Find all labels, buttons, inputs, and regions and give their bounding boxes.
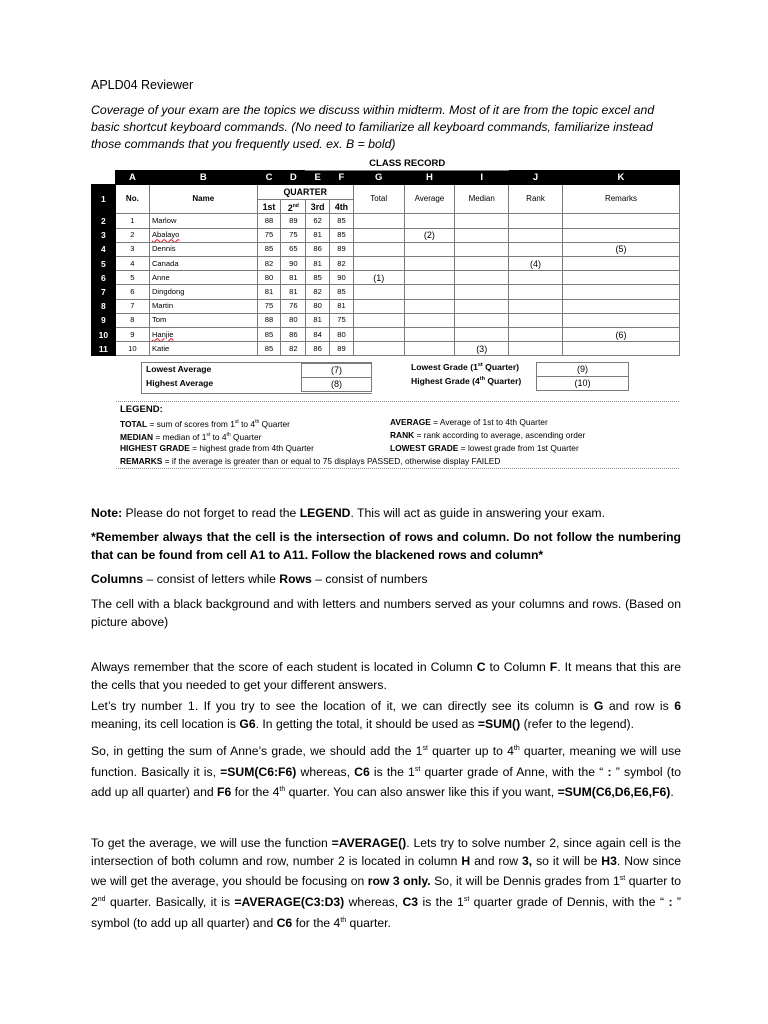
cell-remarks bbox=[562, 257, 679, 271]
legend-highest-grade: HIGHEST GRADE = highest grade from 4th Quarter bbox=[120, 443, 314, 453]
cell-rank bbox=[509, 271, 563, 285]
cell-median bbox=[455, 313, 509, 327]
row-number: 2 bbox=[92, 214, 116, 228]
cell-q3: 86 bbox=[306, 342, 330, 356]
cell-q3: 80 bbox=[306, 299, 330, 313]
cell-q2: 86 bbox=[281, 327, 306, 341]
cell-q3: 81 bbox=[306, 257, 330, 271]
cell-rank bbox=[509, 313, 563, 327]
cell-remarks bbox=[562, 313, 679, 327]
column-header-j: J bbox=[509, 171, 563, 185]
cell-name-text: Abalayo bbox=[151, 230, 180, 240]
header-total: Total bbox=[353, 185, 404, 214]
cell-average bbox=[404, 242, 455, 256]
highest-average-mark: (8) bbox=[301, 377, 372, 392]
column-header-c: C bbox=[257, 171, 281, 185]
cell-q4: 90 bbox=[330, 271, 354, 285]
highest-grade-mark: (10) bbox=[536, 376, 629, 391]
cell-remarks: (5) bbox=[562, 242, 679, 256]
header-quarter: QUARTER bbox=[257, 185, 353, 199]
cell-q1: 85 bbox=[257, 342, 281, 356]
cell-average bbox=[404, 299, 455, 313]
cell-name: Anne bbox=[149, 271, 257, 285]
cell-name bbox=[149, 228, 257, 242]
cell-q2: 80 bbox=[281, 313, 306, 327]
table-row bbox=[92, 271, 680, 285]
header-q4: 4th bbox=[330, 199, 354, 214]
cell-q2: 65 bbox=[281, 242, 306, 256]
table-row bbox=[92, 257, 680, 271]
cell-q4: 85 bbox=[330, 228, 354, 242]
cell-remarks bbox=[562, 342, 679, 356]
cell-remarks bbox=[562, 214, 679, 228]
cell-q2: 82 bbox=[281, 342, 306, 356]
cell-rank bbox=[509, 242, 563, 256]
cell-rank bbox=[509, 327, 563, 341]
cell-q3: 86 bbox=[306, 242, 330, 256]
cell-total bbox=[353, 327, 404, 341]
row-number: 7 bbox=[92, 285, 116, 299]
cell-q4: 89 bbox=[330, 242, 354, 256]
lowest-average-mark: (7) bbox=[301, 363, 372, 378]
cell-q2: 89 bbox=[281, 214, 306, 228]
cell-average bbox=[404, 313, 455, 327]
cell-name: Marlow bbox=[149, 214, 257, 228]
cell-total bbox=[353, 313, 404, 327]
legend-lowest-grade: LOWEST GRADE = lowest grade from 1st Quarter bbox=[390, 443, 579, 453]
average-paragraph: To get the average, we will use the function =AVERAGE(). Lets try to solve number 2, since again cell is the intersection of both column and row, number 2 is located in column H and row 3, so it will be H3. Now since we will get the average, you should be focusing on row 3 only. So, it will be Dennis grades from 1st quarter to 2nd quarter. Basically, it is =AVERAGE(C3:D3) whereas, C3 is the 1st quarter grade of Dennis, with the “ : ” symbol (to add up all quarter) and C6 for the 4th quarter. bbox=[91, 836, 681, 930]
cell-q1: 82 bbox=[257, 257, 281, 271]
cell-rank bbox=[509, 299, 563, 313]
column-header-g: G bbox=[353, 171, 404, 185]
cell-rank: (4) bbox=[509, 257, 563, 271]
cell-q3: 84 bbox=[306, 327, 330, 341]
cell-total bbox=[353, 214, 404, 228]
cell-average bbox=[404, 285, 455, 299]
cell-no: 8 bbox=[115, 313, 149, 327]
cell-median: (3) bbox=[455, 342, 509, 356]
cell-q1: 85 bbox=[257, 327, 281, 341]
cell-q4: 80 bbox=[330, 327, 354, 341]
cell-name-text: Hanjie bbox=[151, 329, 174, 339]
cell-median bbox=[455, 271, 509, 285]
try-number-1-paragraph: Let’s try number 1. If you try to see the location of it, we can directly see its column is G and row is 6 meaning, its cell location is G6. In getting the total, it should be used as =SUM() (refer to the legend). bbox=[91, 699, 681, 731]
cell-total bbox=[353, 285, 404, 299]
cell-q1: 75 bbox=[257, 228, 281, 242]
cell-median bbox=[455, 228, 509, 242]
column-header-f: F bbox=[330, 171, 354, 185]
table-row bbox=[92, 313, 680, 327]
legend-average: AVERAGE = Average of 1st to 4th Quarter bbox=[390, 417, 548, 427]
column-header-b: B bbox=[149, 171, 257, 185]
class-record-table bbox=[91, 157, 680, 356]
cell-q4: 82 bbox=[330, 257, 354, 271]
cell-no: 5 bbox=[115, 271, 149, 285]
header-median: Median bbox=[455, 185, 509, 214]
cell-name: Dennis bbox=[149, 242, 257, 256]
cell-remarks bbox=[562, 271, 679, 285]
cell-background-paragraph: The cell with a black background and with letters and numbers served as your columns and rows. (Based on picture above) bbox=[91, 597, 681, 629]
column-header-a: A bbox=[115, 171, 149, 185]
row-number: 6 bbox=[92, 271, 116, 285]
table-row bbox=[92, 228, 680, 242]
cell-q3: 81 bbox=[306, 313, 330, 327]
cell-q2: 81 bbox=[281, 271, 306, 285]
lowest-grade-mark: (9) bbox=[536, 362, 629, 377]
note-paragraph: Note: Please do not forget to read the LEGEND. This will act as guide in answering your exam. bbox=[91, 506, 605, 520]
cell-q1: 81 bbox=[257, 285, 281, 299]
sum-paragraph: So, in getting the sum of Anne’s grade, we should add the 1st quarter up to 4th quarter, meaning we will use function. Basically it is, =SUM(C6:F6) whereas, C6 is the 1st quarter grade of Anne, with the “ : ” symbol (to add up all quarter) and F6 for the 4th quarter. You can also answer like this if you want, =SUM(C6,D6,E6,F6). bbox=[91, 744, 681, 800]
cell-q4: 81 bbox=[330, 299, 354, 313]
cell-total bbox=[353, 257, 404, 271]
cell-no: 1 bbox=[115, 214, 149, 228]
column-header-h: H bbox=[404, 171, 455, 185]
cell-q2: 81 bbox=[281, 285, 306, 299]
cell-no: 2 bbox=[115, 228, 149, 242]
cell-q4: 85 bbox=[330, 214, 354, 228]
cell-average bbox=[404, 271, 455, 285]
cell-median bbox=[455, 299, 509, 313]
header-rank: Rank bbox=[509, 185, 563, 214]
cell-remarks bbox=[562, 228, 679, 242]
legend-median: MEDIAN = median of 1st to 4th Quarter bbox=[120, 431, 262, 442]
table-row bbox=[92, 327, 680, 341]
cell-q3: 82 bbox=[306, 285, 330, 299]
cell-name: Katie bbox=[149, 342, 257, 356]
summary-left-box bbox=[141, 362, 372, 394]
header-row-1 bbox=[92, 185, 680, 199]
table-row bbox=[92, 285, 680, 299]
legend-remarks: REMARKS = if the average is greater than or equal to 75 displays PASSED, otherwise display FAILED bbox=[120, 456, 501, 466]
cell-name bbox=[149, 327, 257, 341]
cell-total bbox=[353, 242, 404, 256]
header-q1: 1st bbox=[257, 199, 281, 214]
cell-average bbox=[404, 257, 455, 271]
table-row bbox=[92, 214, 680, 228]
cell-no: 3 bbox=[115, 242, 149, 256]
cell-q2: 90 bbox=[281, 257, 306, 271]
cell-average bbox=[404, 214, 455, 228]
cell-average bbox=[404, 327, 455, 341]
score-location-paragraph: Always remember that the score of each student is located in Column C to Column F. It means that this are the cells that you needed to get your different answers. bbox=[91, 660, 682, 692]
cell-median bbox=[455, 327, 509, 341]
cell-remarks: (6) bbox=[562, 327, 679, 341]
legend-total: TOTAL = sum of scores from 1st to 4th Quarter bbox=[120, 418, 290, 429]
cell-name: Tom bbox=[149, 313, 257, 327]
cell-average: (2) bbox=[404, 228, 455, 242]
column-header-d: D bbox=[281, 171, 306, 185]
cell-name: Martin bbox=[149, 299, 257, 313]
cell-q4: 75 bbox=[330, 313, 354, 327]
column-header-k: K bbox=[562, 171, 679, 185]
column-letter-row bbox=[92, 171, 680, 185]
row-number: 8 bbox=[92, 299, 116, 313]
cell-q2: 75 bbox=[281, 228, 306, 242]
row-number: 11 bbox=[92, 342, 116, 356]
columns-rows-line: Columns – consist of letters while Rows – consist of numbers bbox=[91, 572, 428, 586]
header-no: No. bbox=[115, 185, 149, 214]
cell-name: Canada bbox=[149, 257, 257, 271]
cell-q3: 85 bbox=[306, 271, 330, 285]
document-title: APLD04 Reviewer bbox=[91, 78, 194, 92]
table-row bbox=[92, 342, 680, 356]
header-q2: 2nd bbox=[281, 199, 306, 214]
row-number: 10 bbox=[92, 327, 116, 341]
header-remarks: Remarks bbox=[562, 185, 679, 214]
cell-median bbox=[455, 214, 509, 228]
cell-median bbox=[455, 257, 509, 271]
row-number: 5 bbox=[92, 257, 116, 271]
cell-q3: 81 bbox=[306, 228, 330, 242]
highest-average-label: Highest Average bbox=[146, 378, 214, 388]
header-name: Name bbox=[149, 185, 257, 214]
cell-remarks bbox=[562, 299, 679, 313]
row-number: 1 bbox=[92, 185, 116, 214]
cell-q1: 88 bbox=[257, 214, 281, 228]
class-record-title: CLASS RECORD bbox=[306, 157, 509, 171]
cell-q1: 85 bbox=[257, 242, 281, 256]
intro-paragraph: Coverage of your exam are the topics we discuss within midterm. Most of it are from the topic excel and basic shortcut keyboard commands. (No need to familiarize all keyboard commands, familiarize instead those commands that you frequently used. ex. B = bold) bbox=[91, 103, 655, 151]
cell-name: Dingdong bbox=[149, 285, 257, 299]
cell-rank bbox=[509, 342, 563, 356]
cell-remarks bbox=[562, 285, 679, 299]
legend-title: LEGEND: bbox=[120, 404, 163, 415]
cell-q1: 80 bbox=[257, 271, 281, 285]
table-row bbox=[92, 242, 680, 256]
cell-average bbox=[404, 342, 455, 356]
cell-no: 9 bbox=[115, 327, 149, 341]
cell-q2: 76 bbox=[281, 299, 306, 313]
cell-no: 10 bbox=[115, 342, 149, 356]
header-q3: 3rd bbox=[306, 199, 330, 214]
cell-q4: 85 bbox=[330, 285, 354, 299]
cell-q3: 62 bbox=[306, 214, 330, 228]
class-record-spreadsheet bbox=[91, 157, 680, 468]
cell-median bbox=[455, 242, 509, 256]
cell-total: (1) bbox=[353, 271, 404, 285]
student-rows bbox=[92, 214, 680, 356]
cell-q1: 75 bbox=[257, 299, 281, 313]
cell-total bbox=[353, 299, 404, 313]
lowest-grade-label: Lowest Grade (1st Quarter) bbox=[411, 362, 520, 372]
cell-total bbox=[353, 342, 404, 356]
cell-q4: 89 bbox=[330, 342, 354, 356]
cell-rank bbox=[509, 214, 563, 228]
cell-no: 6 bbox=[115, 285, 149, 299]
cell-median bbox=[455, 285, 509, 299]
cell-q1: 88 bbox=[257, 313, 281, 327]
cell-total bbox=[353, 228, 404, 242]
row-number: 4 bbox=[92, 242, 116, 256]
lowest-average-label: Lowest Average bbox=[146, 364, 212, 374]
cell-rank bbox=[509, 285, 563, 299]
column-header-i: I bbox=[455, 171, 509, 185]
highest-grade-label: Highest Grade (4th Quarter) bbox=[411, 376, 522, 386]
column-header-e: E bbox=[306, 171, 330, 185]
row-number: 9 bbox=[92, 313, 116, 327]
row-number: 3 bbox=[92, 228, 116, 242]
cell-no: 4 bbox=[115, 257, 149, 271]
remember-paragraph: *Remember always that the cell is the intersection of rows and column. Do not follow the numbering that can be found from cell A1 to A11. Follow the blackened rows and column* bbox=[91, 530, 681, 562]
cell-no: 7 bbox=[115, 299, 149, 313]
header-average: Average bbox=[404, 185, 455, 214]
cell-rank bbox=[509, 228, 563, 242]
table-row bbox=[92, 299, 680, 313]
legend-rank: RANK = rank according to average, ascending order bbox=[390, 430, 586, 440]
